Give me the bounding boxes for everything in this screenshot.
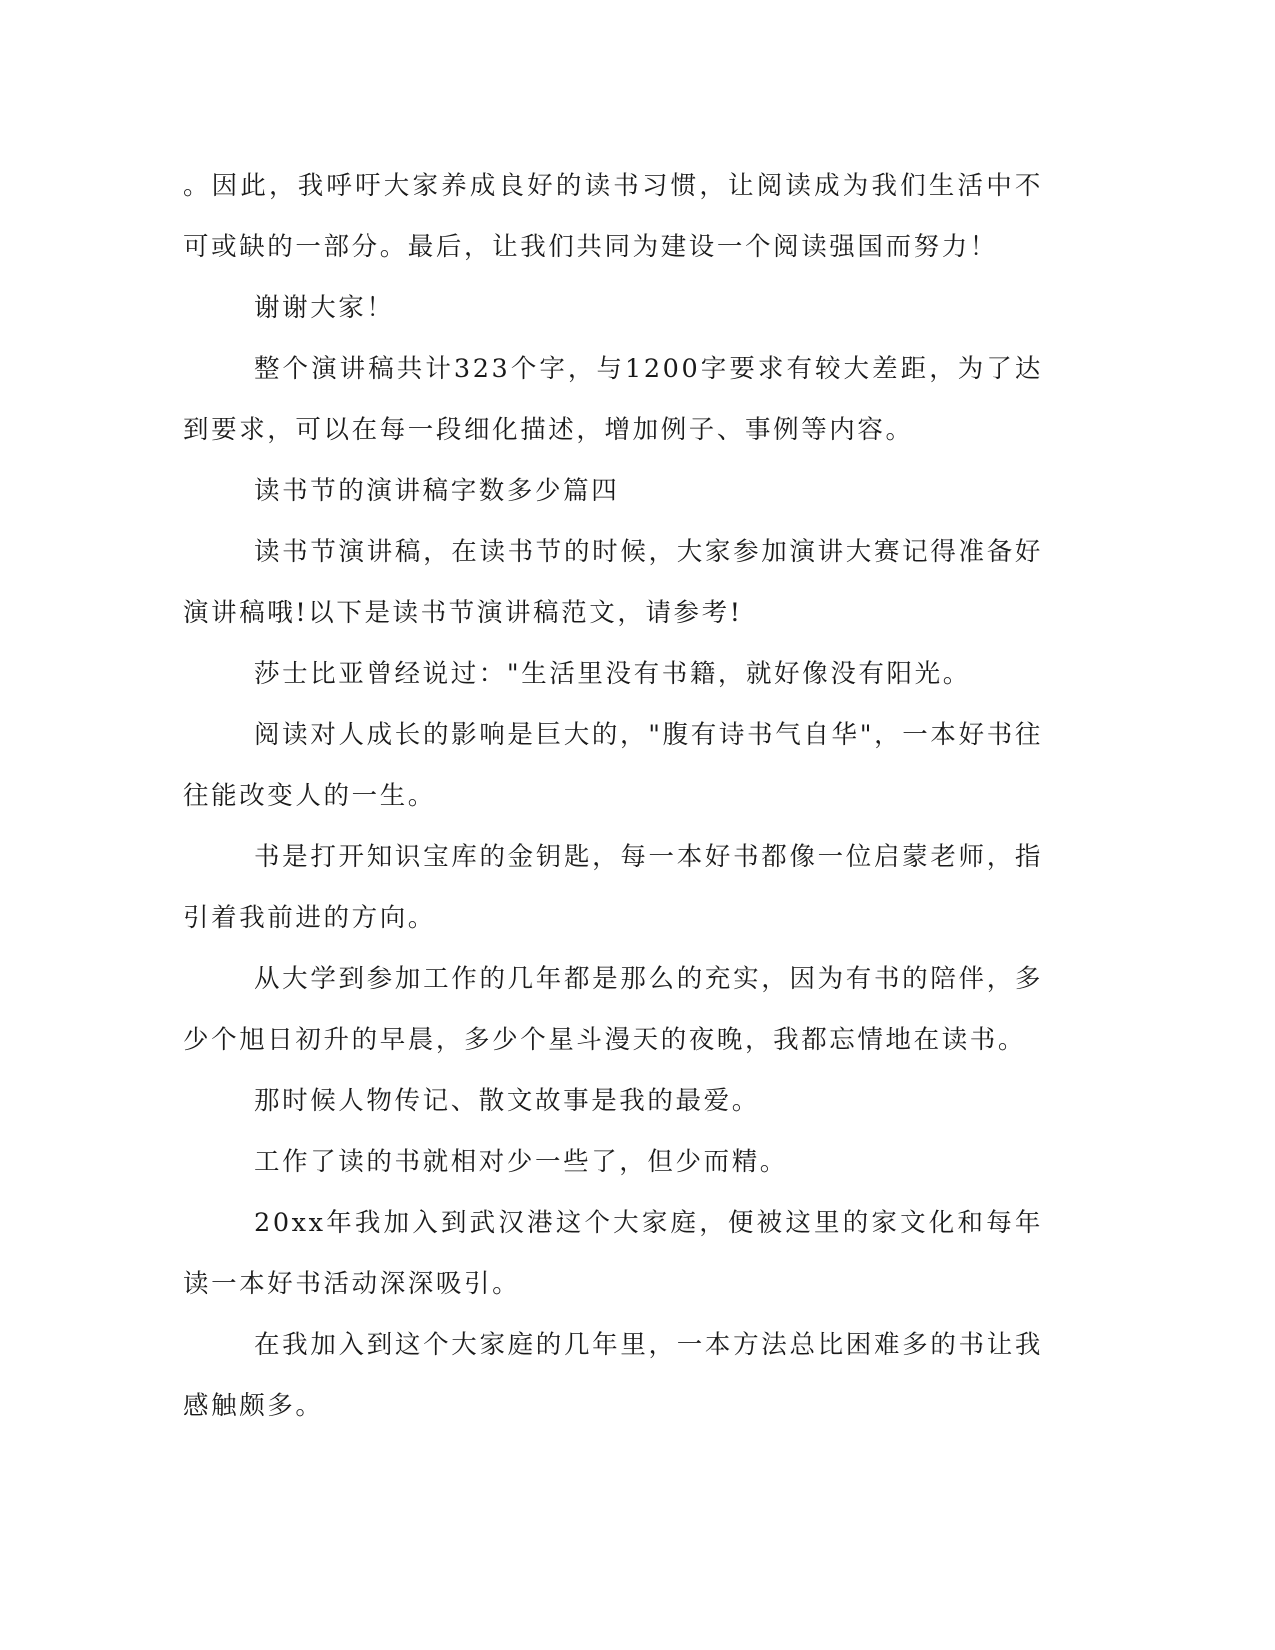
paragraph-intro: 读书节演讲稿，在读书节的时候，大家参加演讲大赛记得准备好演讲稿哦!以下是读书节演讲稿范文，请参考! <box>183 537 1043 628</box>
section-heading: 读书节的演讲稿字数多少篇四 <box>254 476 620 506</box>
paragraph-work-reading: 工作了读的书就相对少一些了，但少而精。 <box>254 1147 788 1177</box>
paragraph-book-impact: 在我加入到这个大家庭的几年里，一本方法总比困难多的书让我感触颇多。 <box>183 1330 1043 1421</box>
paragraph-favorites: 那时候人物传记、散文故事是我的最爱。 <box>254 1086 760 1116</box>
document-body <box>183 156 1043 1437</box>
paragraph-reading-influence: 阅读对人成长的影响是巨大的，"腹有诗书气自华"，一本好书往往能改变人的一生。 <box>183 720 1043 811</box>
paragraph-golden-key: 书是打开知识宝库的金钥匙，每一本好书都像一位启蒙老师，指引着我前进的方向。 <box>183 842 1043 933</box>
paragraph-thanks: 谢谢大家！ <box>254 293 395 323</box>
paragraph-word-count-note: 整个演讲稿共计323个字，与1200字要求有较大差距，为了达到要求，可以在每一段细化描述，增加例子、事例等内容。 <box>183 354 1043 445</box>
paragraph-university: 从大学到参加工作的几年都是那么的充实，因为有书的陪伴，多少个旭日初升的早晨，多少个星斗漫天的夜晚，我都忘情地在读书。 <box>183 964 1043 1055</box>
paragraph-joining: 20xx年我加入到武汉港这个大家庭，便被这里的家文化和每年读一本好书活动深深吸引。 <box>183 1208 1043 1299</box>
paragraph-conclusion: 。因此，我呼吁大家养成良好的读书习惯，让阅读成为我们生活中不可或缺的一部分。最后，让我们共同为建设一个阅读强国而努力！ <box>183 171 1043 262</box>
paragraph-quote: 莎士比亚曾经说过："生活里没有书籍，就好像没有阳光。 <box>254 659 971 689</box>
